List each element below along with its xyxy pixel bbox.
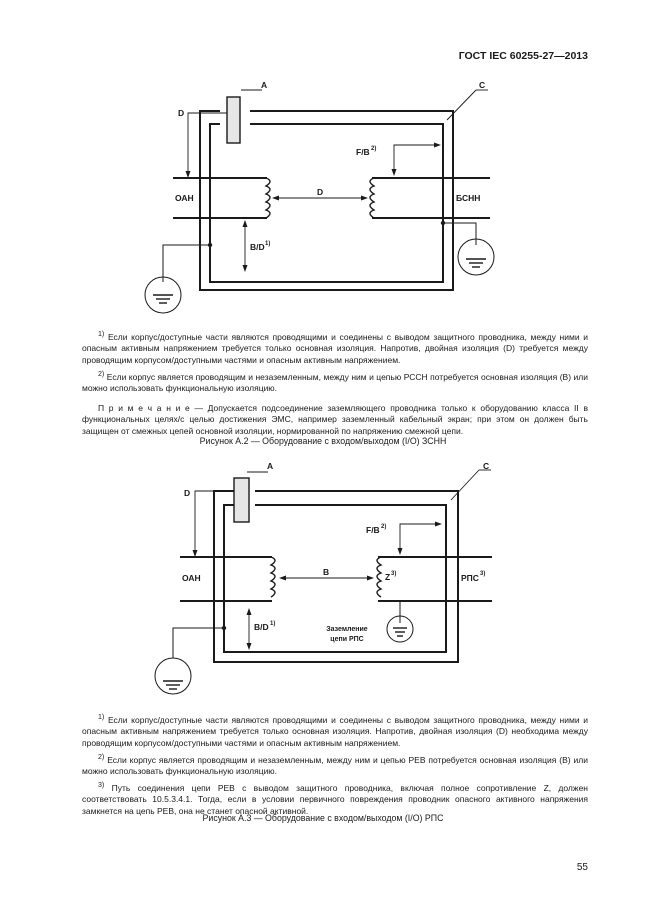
figure-a3-caption: Рисунок А.3 — Оборудование с входом/выходом (I/O) РПС	[202, 813, 444, 823]
footnote-mark: 2)	[98, 752, 105, 761]
label-oan: ОАН	[182, 573, 201, 583]
footnote	[82, 329, 588, 367]
label-a: A	[261, 80, 268, 90]
label-z-sup: 3)	[391, 571, 397, 577]
connector-a	[227, 97, 240, 143]
footnote-text: Если корпус/доступные части являются проводящими и соединены с выводом защитного проводника, между ними и опасным активным напряжением требуется только основная изоляция. Напротив, двойная изоляция (D) необходима между проводящим корпусом/доступными частями и опасным активным напряжением.	[82, 714, 588, 749]
footnote	[82, 712, 588, 750]
label-oan: ОАН	[175, 193, 194, 203]
ground-symbol-left	[145, 277, 181, 313]
label-bd: B/D	[254, 622, 269, 632]
footnote-mark: 1)	[98, 713, 105, 721]
label-d-top: D	[178, 108, 185, 118]
label-bd-sup: 1)	[265, 241, 271, 247]
note-text: — Допускается подсоединение заземляющего проводника только к оборудованию класса II в функциональных целях/с целью достижения ЭМС, например заземленный кабельный экран; при этом он должен быть защищен от смежных цепей основной изоляции, нормированной по напряжению смежной цепи.	[82, 402, 588, 436]
footnote-text: Если корпус является проводящим и незаземленным, между ним и цепью РЕВ потребуется основная изоляция (B) или можно использовать функциональную изоляцию.	[82, 754, 588, 777]
label-b-mid: B	[323, 567, 330, 577]
label-d-top: D	[184, 488, 191, 498]
footnote-mark: 2)	[98, 369, 105, 378]
note-prefix: П р и м е ч а н и е	[98, 402, 190, 413]
label-bd-sup: 1)	[270, 621, 276, 627]
label-bsnn: БСНН	[456, 193, 481, 203]
label-rps: РПС	[461, 573, 479, 583]
label-fb: F/B	[366, 525, 380, 535]
footnote	[82, 780, 588, 818]
label-rps-ground-line1: Заземление	[326, 626, 368, 633]
figure-a2-footnotes	[82, 329, 588, 439]
footnote	[82, 369, 588, 395]
label-rps-sup: 3)	[480, 571, 486, 577]
label-fb-sup: 2)	[371, 146, 377, 152]
figure-a3-footnotes	[82, 712, 588, 819]
label-rps-ground-line2: цепи РПС	[330, 636, 364, 643]
label-a: A	[267, 461, 274, 471]
label-z: Z	[385, 572, 391, 582]
label-bd: B/D	[250, 242, 265, 252]
footnote-mark: 3)	[98, 780, 105, 789]
connector-a	[234, 478, 249, 522]
label-c: C	[483, 461, 490, 471]
figure-a2-caption: Рисунок А.2 — Оборудование с входом/выходом (I/O) ЗСНН	[199, 436, 447, 446]
figure-note	[82, 403, 588, 438]
footnote-text: Если корпус является проводящим и незаземленным, между ним и цепью РССН потребуется основная изоляция (B) или можно использовать функциональную изоляцию.	[82, 371, 588, 394]
figure-a3-diagram	[0, 458, 646, 704]
figure-a2-diagram	[0, 78, 646, 318]
footnote	[82, 752, 588, 778]
label-fb: F/B	[356, 147, 370, 157]
footnote-mark: 1)	[98, 330, 105, 338]
ground-symbol-left	[155, 658, 191, 694]
standard-header: ГОСТ IEC 60255-27—2013	[458, 50, 588, 62]
label-c: C	[479, 80, 486, 90]
label-fb-sup: 2)	[381, 524, 387, 530]
footnote-text: Если корпус/доступные части являются проводящими и соединены с выводом защитного проводника, между ними и опасным активным напряжением требуется только основная изоляция. Напротив, двойная изоляция (D) требуется между проводящим корпусом/доступными частями и опасным активным напряжением.	[82, 331, 588, 366]
label-d-mid: D	[317, 187, 324, 197]
page-number: 55	[576, 862, 588, 873]
footnote-text: Путь соединения цепи РЕВ с выводом защитного проводника, включая полное сопротивление Z, должен соответствовать 10.5.3.4.1. Тогда, если в условии первичного повреждения проводник опасного активного напряжения замкнется на цепь РЕВ, она не станет опасной активной.	[82, 782, 588, 816]
